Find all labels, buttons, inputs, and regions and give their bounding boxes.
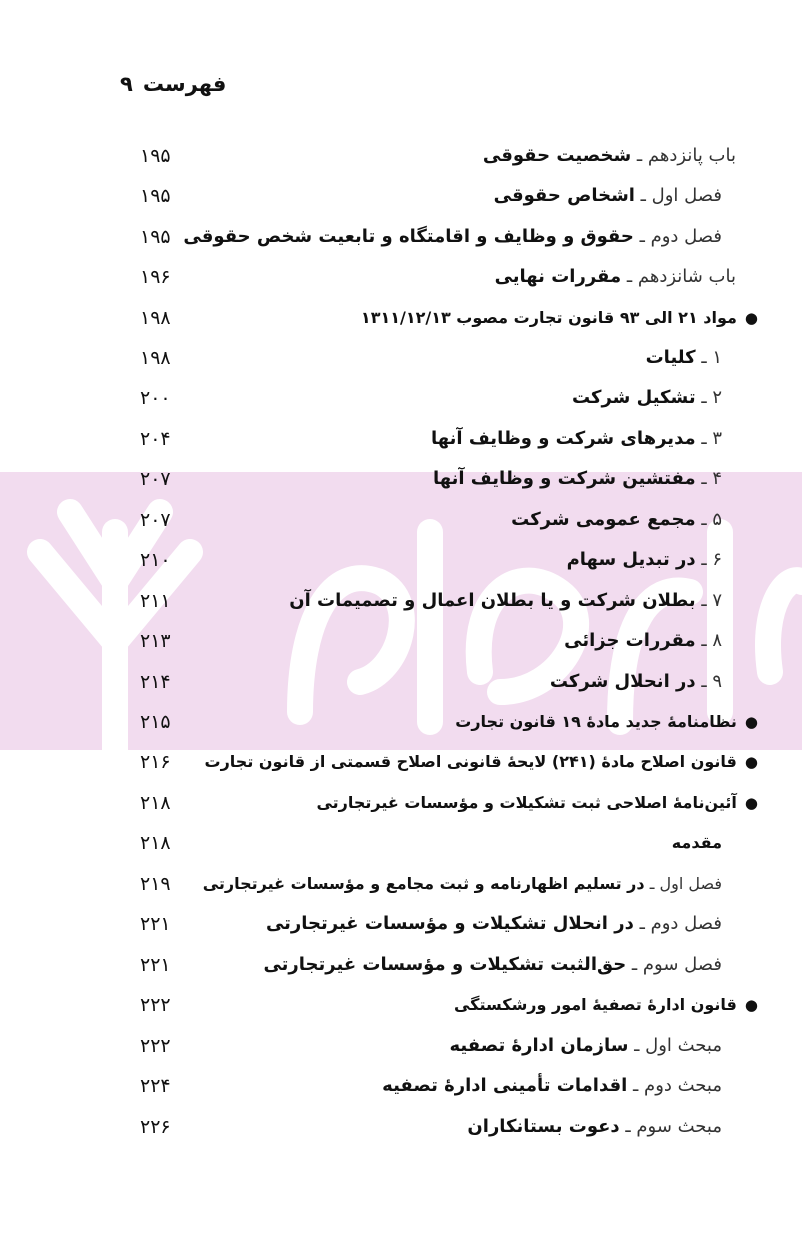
- toc-entry-heading: سازمان ادارهٔ تصفیه: [449, 1035, 629, 1056]
- toc-entry-title: [382, 1067, 722, 1105]
- toc-entry: [0, 258, 802, 296]
- toc-entry-heading: تشکیل شرکت: [571, 387, 696, 408]
- toc-entry-page: ۲۱۸: [140, 832, 171, 854]
- toc-entry-prefix: ۸ ـ: [695, 630, 722, 651]
- toc-entry: [0, 1108, 802, 1146]
- toc-entry-page: ۲۲۱: [140, 954, 171, 976]
- toc-entry: [0, 663, 802, 701]
- toc-entry: [0, 824, 802, 862]
- toc-entry: [0, 905, 802, 943]
- toc-entry-page: ۲۱۴: [140, 671, 171, 693]
- toc-entry-title: [550, 663, 722, 701]
- toc-entry-page: ۲۱۵: [140, 711, 171, 733]
- toc-entry: [0, 218, 802, 256]
- toc-entry-page: ۲۱۹: [140, 873, 171, 895]
- toc-entry-title: [511, 501, 722, 539]
- toc-entry-prefix: مبحث سوم ـ: [619, 1116, 722, 1137]
- toc-entry-page: ۲۲۲: [140, 994, 171, 1016]
- toc-entry-prefix: ۷ ـ: [695, 590, 722, 611]
- toc-entry-title: [263, 946, 722, 984]
- toc-entry-title: [646, 339, 722, 377]
- toc-entry-prefix: ۹ ـ: [695, 671, 722, 692]
- toc-entry-heading: حق‌الثبت تشکیلات و مؤسسات غیرتجارتی: [263, 954, 627, 975]
- toc-entry-prefix: ۳ ـ: [695, 428, 722, 449]
- toc-entry-page: ۲۲۴: [140, 1075, 171, 1097]
- toc-entry-heading: قانون ادارهٔ تصفیهٔ امور ورشکستگی: [453, 995, 737, 1014]
- toc-entry-page: ۱۹۵: [140, 226, 171, 248]
- toc-entry: [0, 703, 802, 741]
- toc-entry-title: [495, 258, 736, 296]
- toc-entry-prefix: ۴ ـ: [695, 468, 722, 489]
- toc-entry-heading: مجمع عمومی شرکت: [511, 509, 696, 530]
- toc-entry-title: [361, 299, 758, 337]
- toc-entry-page: ۲۱۶: [140, 751, 171, 773]
- toc-entry-heading: حقوق و وظایف و اقامتگاه و تابعیت شخص حقوقی: [183, 226, 634, 247]
- header-page-number: ۹: [120, 72, 133, 96]
- toc-entry-title: [572, 379, 722, 417]
- toc-entry-heading: اشخاص حقوقی: [493, 185, 635, 206]
- toc-entry-page: ۱۹۸: [140, 347, 171, 369]
- toc-entry-heading: در انحلال تشکیلات و مؤسسات غیرتجارتی: [265, 913, 634, 934]
- toc-entry-page: ۲۰۷: [140, 509, 171, 531]
- toc-entry-heading: در تبدیل سهام: [566, 549, 696, 570]
- toc-entry-page: ۲۱۰: [140, 549, 171, 571]
- toc-entry-title: [494, 177, 722, 215]
- toc-entry-title: [183, 218, 722, 256]
- toc-entry: [0, 299, 802, 337]
- toc-entry: [0, 137, 802, 175]
- toc-entry-page: ۲۲۱: [140, 913, 171, 935]
- toc-entry-title: [433, 460, 722, 498]
- toc-entry-heading: اقدامات تأمینی ادارهٔ تصفیه: [382, 1075, 628, 1096]
- toc-entry-page: ۱۹۵: [140, 185, 171, 207]
- toc-entry: [0, 622, 802, 660]
- toc-entry-title: [266, 905, 722, 943]
- toc-entry-heading: مدیرهای شرکت و وظایف آنها: [431, 428, 696, 449]
- toc-entry-heading: شخصیت حقوقی: [482, 145, 632, 166]
- toc-entry: [0, 743, 802, 781]
- toc-entry: [0, 501, 802, 539]
- header-title: فهرست: [142, 72, 227, 96]
- toc-entry-heading: نظامنامهٔ جدید مادهٔ ۱۹ قانون تجارت: [455, 712, 737, 731]
- toc-entry-heading: مفتشین شرکت و وظایف آنها: [432, 468, 696, 489]
- toc-entry-page: ۱۹۸: [140, 307, 171, 329]
- toc-entry-prefix: ۵ ـ: [695, 509, 722, 530]
- toc-entry-heading: آئین‌نامهٔ اصلاحی ثبت تشکیلات و مؤسسات غیرتجارتی: [316, 793, 737, 812]
- toc-entry: [0, 379, 802, 417]
- toc-entry: [0, 946, 802, 984]
- toc-entry-prefix: ۶ ـ: [695, 549, 722, 570]
- toc-entry-title: [483, 137, 736, 175]
- toc-entry-page: ۲۲۶: [140, 1116, 171, 1138]
- toc-entry-heading: مقدمه: [671, 833, 722, 852]
- toc-entry-heading: در انحلال شرکت: [549, 671, 696, 692]
- toc-entry-prefix: مبحث دوم ـ: [627, 1075, 722, 1096]
- toc-entry-title: [203, 865, 722, 903]
- toc-entry: [0, 420, 802, 458]
- toc-entry: [0, 784, 802, 822]
- toc-entry: [0, 339, 802, 377]
- toc-entry-heading: قانون اصلاح مادهٔ (۲۴۱) لایحهٔ قانونی اصلاح قسمتی از قانون تجارت: [204, 752, 737, 771]
- toc-entry-page: ۱۹۶: [140, 266, 171, 288]
- toc-entry-page: ۲۲۲: [140, 1035, 171, 1057]
- toc-entry: [0, 177, 802, 215]
- toc-entry-heading: مواد ۲۱ الی ۹۳ قانون تجارت مصوب ۱۳۱۱/۱۲/۱۳: [360, 308, 737, 327]
- toc-entry-prefix: فصل دوم ـ: [633, 913, 722, 934]
- toc-entry: [0, 986, 802, 1024]
- toc-entry-title: [454, 986, 758, 1024]
- toc-entry-prefix: فصل سوم ـ: [626, 954, 722, 975]
- toc-entry-heading: مقررات نهایی: [494, 266, 622, 287]
- toc-entry-title: [431, 420, 722, 458]
- toc-entry-heading: مقررات جزائی: [564, 630, 696, 651]
- toc-entry-title: [564, 622, 722, 660]
- toc-entry-page: ۲۰۴: [140, 428, 171, 450]
- toc-entry-prefix: باب شانزدهم ـ: [621, 266, 736, 287]
- toc-entry-title: [316, 784, 758, 822]
- toc-entry-title: [455, 703, 758, 741]
- toc-entry-prefix: فصل اول ـ: [634, 185, 722, 206]
- toc-entry-heading: کلیات: [645, 347, 696, 368]
- toc-entry-heading: بطلان شرکت و یا بطلان اعمال و تصمیمات آن: [289, 590, 696, 611]
- toc-entry: [0, 1027, 802, 1065]
- toc-entry-page: ۲۱۳: [140, 630, 171, 652]
- toc-entry-prefix: ۲ ـ: [695, 387, 722, 408]
- toc-entry-prefix: فصل اول ـ: [644, 874, 722, 893]
- toc-entry-title: [467, 1108, 722, 1146]
- toc-entry-title: [567, 541, 722, 579]
- toc-entry: [0, 460, 802, 498]
- toc-entry-prefix: باب پانزدهم ـ: [631, 145, 736, 166]
- toc-entry-title: [672, 824, 722, 862]
- toc-entry-page: ۲۰۷: [140, 468, 171, 490]
- toc-entry-page: ۲۰۰: [140, 387, 171, 409]
- toc-entry-page: ۱۹۵: [140, 145, 171, 167]
- toc-entry: [0, 1067, 802, 1105]
- toc-entry-prefix: ۱ ـ: [695, 347, 722, 368]
- toc-entry: [0, 541, 802, 579]
- toc-entry-heading: دعوت بستانکاران: [467, 1116, 620, 1137]
- toc-entry-title: [204, 743, 758, 781]
- toc-entry: [0, 865, 802, 903]
- toc-entry-title: [450, 1027, 722, 1065]
- toc-entry-page: ۲۱۱: [140, 590, 171, 612]
- toc-entry-heading: در تسلیم اظهارنامه و ثبت مجامع و مؤسسات غیرتجارتی: [202, 874, 645, 893]
- toc-entry-title: [289, 582, 722, 620]
- toc-entry-page: ۲۱۸: [140, 792, 171, 814]
- toc-entry-prefix: فصل دوم ـ: [633, 226, 722, 247]
- toc-entry-prefix: مبحث اول ـ: [628, 1035, 722, 1056]
- toc-entry: [0, 582, 802, 620]
